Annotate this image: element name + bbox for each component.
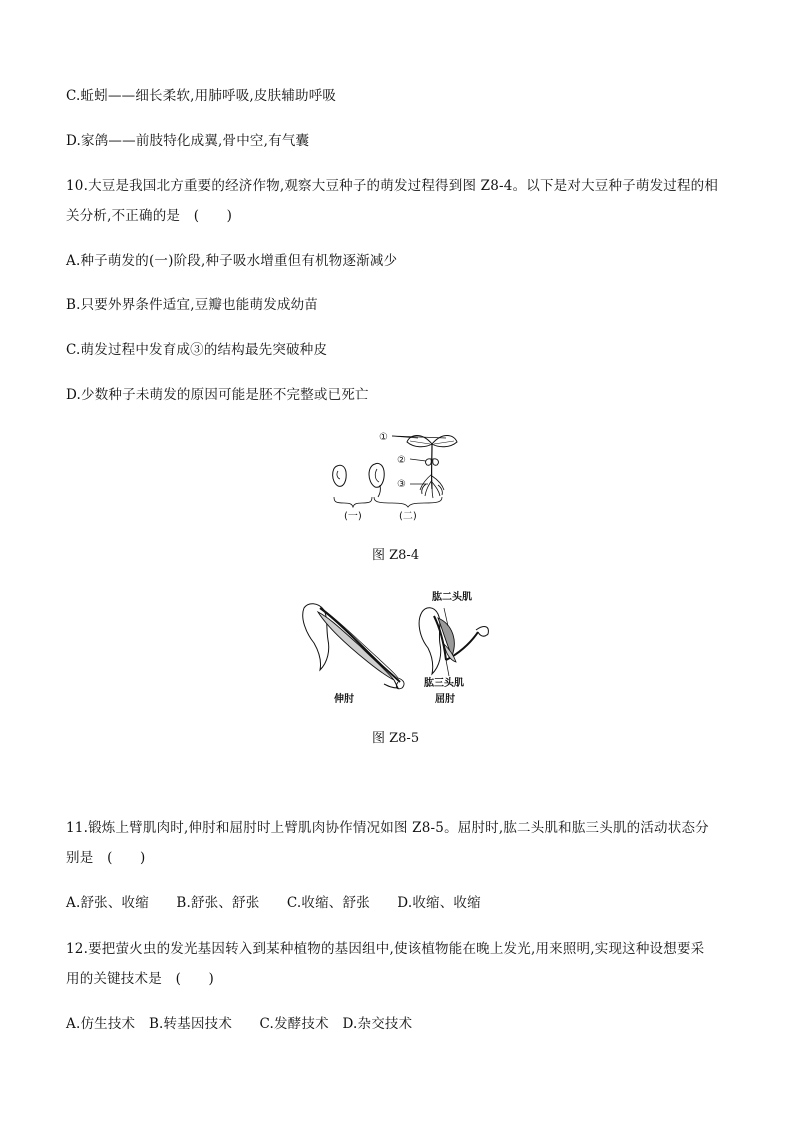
q12-stem-line1: 12.要把萤火虫的发光基因转入到某种植物的基因组中,使该植物能在晚上发光,用来照明,实现这种设想要采	[66, 941, 705, 957]
q10-option-b: B.只要外界条件适宜,豆瓣也能萌发成幼苗	[66, 297, 319, 313]
fig5-label-triceps: 肱三头肌	[424, 678, 464, 689]
q10-option-d: D.少数种子未萌发的原因可能是胚不完整或已死亡	[66, 387, 369, 403]
fig4-stage-1: (一)	[344, 511, 362, 522]
figure-z8-5	[294, 588, 504, 710]
q10-stem-line1: 10.大豆是我国北方重要的经济作物,观察大豆种子的萌发过程得到图 Z8-4。以下是对大豆种子萌发过程的相	[66, 178, 719, 194]
q9-option-c: C.蚯蚓——细长柔软,用肺呼吸,皮肤辅助呼吸	[66, 88, 337, 104]
fig4-stage-2: (二)	[399, 511, 417, 522]
fig5-label-extend: 伸肘	[334, 694, 354, 705]
figure-z8-4-caption: 图 Z8-4	[372, 548, 420, 563]
q10-stem-line2: 关分析,不正确的是 ( )	[66, 208, 233, 224]
q11-stem-line2: 别是 ( )	[66, 850, 146, 866]
q12-options: A.仿生技术 B.转基因技术 C.发酵技术 D.杂交技术	[66, 1016, 413, 1032]
q12-stem-line2: 用的关键技术是 ( )	[66, 971, 214, 987]
q11-stem-line1: 11.锻炼上臂肌肉时,伸肘和屈肘时上臂肌肉协作情况如图 Z8-5。屈肘时,肱二头肌和肱三头肌的活动状态分	[66, 820, 709, 836]
q11-options: A.舒张、收缩 B.舒张、舒张 C.收缩、舒张 D.收缩、收缩	[66, 895, 481, 911]
fig5-label-biceps: 肱二头肌	[432, 592, 472, 603]
q10-option-a: A.种子萌发的(一)阶段,种子吸水增重但有机物逐渐减少	[66, 253, 398, 269]
figure-z8-4	[322, 424, 472, 524]
q9-option-d: D.家鸽——前肢特化成翼,骨中空,有气囊	[66, 133, 310, 149]
fig5-label-flex: 屈肘	[435, 694, 455, 705]
fig4-label-1: ①	[379, 432, 388, 443]
fig4-label-3: ③	[397, 479, 406, 490]
q10-option-c: C.萌发过程中发育成③的结构最先突破种皮	[66, 342, 328, 358]
fig4-label-2: ②	[397, 455, 406, 466]
figure-z8-5-caption: 图 Z8-5	[372, 731, 420, 746]
